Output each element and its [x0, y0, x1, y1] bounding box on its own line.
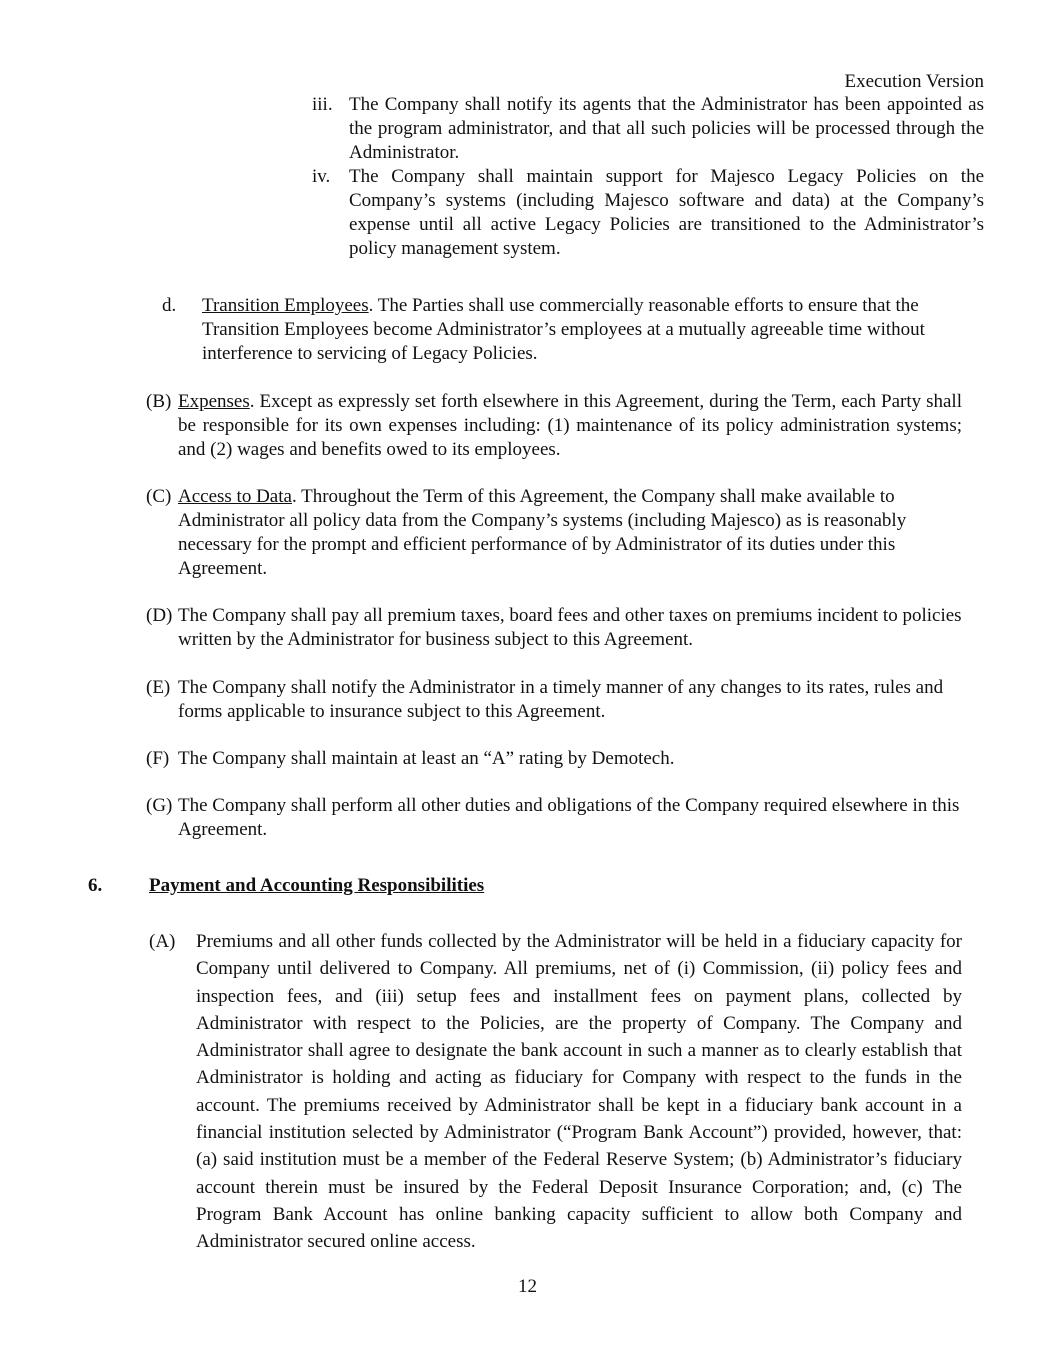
- item-d-premium-taxes: [146, 604, 962, 652]
- item-e-notify-changes: [146, 676, 962, 724]
- item-d-body: . The Parties shall use commercially reasonable efforts to ensure that the Transition Employees become Administrator’s employees at a mutually agreeable time without interference to servicing of Legacy Policies.: [202, 295, 925, 364]
- item-g-other-duties: [146, 794, 962, 842]
- item-b-heading: Expenses: [178, 391, 250, 412]
- item-text: The Company shall notify the Administrator in a timely manner of any changes to its rates, rules and forms applicable to insurance subject to this Agreement.: [178, 677, 944, 722]
- item-d-label: d.: [162, 295, 177, 316]
- item-c-label: (C): [146, 486, 172, 507]
- roman-item-text: The Company shall notify its agents that the Administrator has been appointed as the program administrator, and that all such policies will be processed through the Administrator.: [349, 94, 984, 163]
- item-label: (E): [146, 677, 171, 698]
- item-text: The Company shall pay all premium taxes, board fees and other taxes on premiums incident to policies written by the Administrator for business subject to this Agreement.: [178, 605, 962, 650]
- item-b-label: (B): [146, 391, 172, 412]
- item-f-rating: [146, 747, 962, 771]
- execution-version-label: Execution Version: [844, 71, 984, 92]
- item-b-body: . Except as expressly set forth elsewhere in this Agreement, during the Term, each Party shall be responsible for its own expenses including: (1) maintenance of its policy administration systems; and (2) wages and benefits owed to its employees.: [178, 391, 962, 460]
- page-number: 12: [518, 1276, 537, 1297]
- item-c-heading: Access to Data: [178, 486, 292, 507]
- section6-item-a: [149, 928, 962, 1258]
- section-title: Payment and Accounting Responsibilities: [149, 875, 485, 896]
- item-b-expenses: [146, 390, 962, 462]
- item-text: The Company shall maintain at least an “A” rating by Demotech.: [178, 748, 675, 769]
- section6-item-a-text: Premiums and all other funds collected by the Administrator will be held in a fiduciary capacity for Company until delivered to Company. All premiums, net of (i) Commission, (ii) policy fees and inspection fees, and (iii) setup fees and installment fees on payment plans, collected by Administrator with respect to the Policies, are the property of Company. The Company and Administrator shall agree to designate the bank account in such a manner as to clearly establish that Administrator is holding and acting as fiduciary for Company with respect to the funds in the account. The premiums received by Administrator shall be kept in a fiduciary bank account in a financial institution selected by Administrator (“Program Bank Account”) provided, however, that: (a) said institution must be a member of the Federal Reserve System; (b) Administrator’s fiduciary account therein must be insured by the Federal Deposit Insurance Corporation; and, (c) The Program Bank Account has online banking capacity sufficient to allow both Company and Administrator secured online access.: [196, 931, 962, 1253]
- item-d-heading: Transition Employees: [202, 295, 369, 316]
- roman-item-label: iv.: [312, 166, 331, 187]
- item-c-access-to-data: [146, 485, 962, 581]
- roman-item-iii: [312, 93, 984, 165]
- item-c-body: . Throughout the Term of this Agreement, the Company shall make available to Administrator all policy data from the Company’s systems (including Majesco) as is reasonably necessary for the prompt and efficient performance of by Administrator of its duties under this Agreement.: [178, 486, 907, 579]
- roman-item-text: The Company shall maintain support for Majesco Legacy Policies on the Company’s systems (including Majesco software and data) at the Company’s expense until all active Legacy Policies are transitioned to the Administrator’s policy management system.: [349, 166, 984, 259]
- item-d-text: [202, 294, 984, 366]
- item-d-transition-employees: [162, 294, 984, 366]
- item-b-text: [178, 390, 962, 462]
- item-text: The Company shall perform all other duties and obligations of the Company required elsewhere in this Agreement.: [178, 795, 960, 840]
- item-label: (G): [146, 795, 173, 816]
- item-label: (D): [146, 605, 173, 626]
- item-label: (F): [146, 748, 170, 769]
- section6-item-a-label: (A): [149, 931, 176, 952]
- item-c-text: [178, 485, 962, 581]
- roman-item-iv: [312, 165, 984, 261]
- roman-item-label: iii.: [312, 94, 333, 115]
- section-number: 6.: [88, 875, 103, 896]
